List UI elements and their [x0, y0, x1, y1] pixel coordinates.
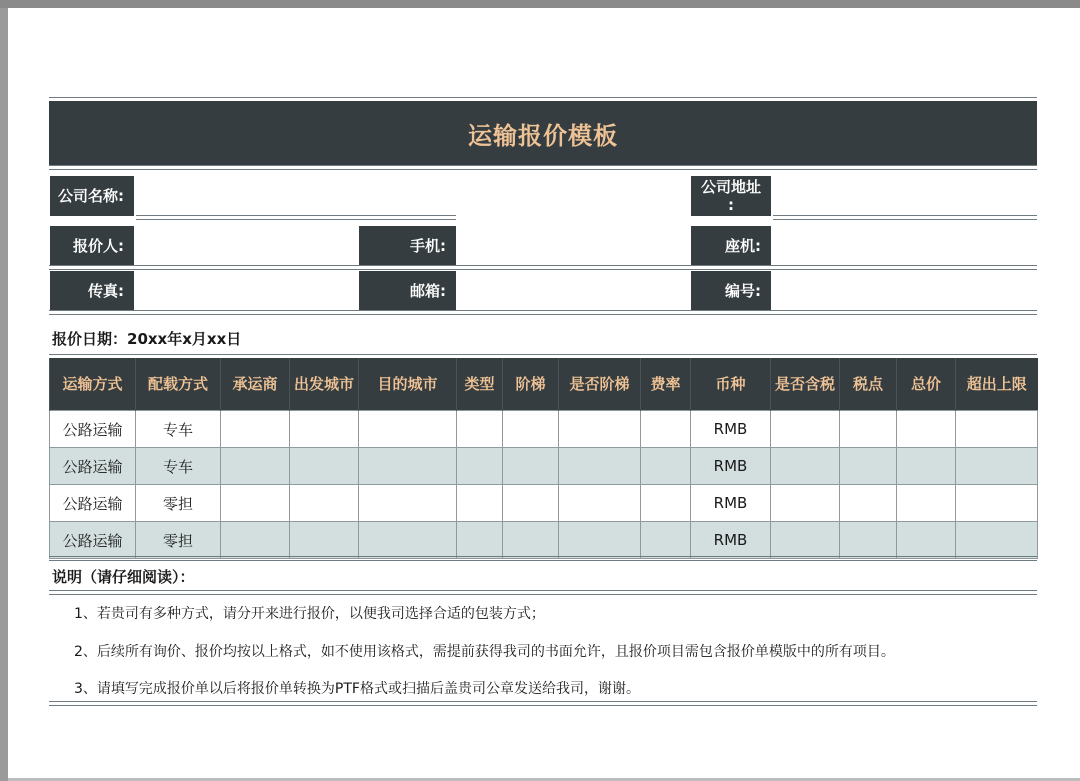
table-cell[interactable]	[559, 522, 641, 559]
column-header: 运输方式	[50, 358, 136, 411]
table-row	[50, 411, 1038, 448]
table-cell[interactable]	[221, 411, 290, 448]
note-item: 3、请填写完成报价单以后将报价单转换为PTF格式或扫描后盖贵司公章发送给我司，谢谢。	[74, 681, 640, 697]
table-cell[interactable]	[641, 448, 691, 485]
column-header: 阶梯	[503, 358, 559, 411]
column-header: 超出上限	[956, 358, 1038, 411]
window-top-edge	[0, 0, 1080, 8]
table-cell[interactable]: 零担	[136, 522, 221, 559]
note-item: 1、若贵司有多种方式，请分开来进行报价，以便我司选择合适的包装方式；	[74, 606, 545, 622]
table-cell[interactable]	[559, 485, 641, 522]
table-cell[interactable]	[457, 411, 503, 448]
column-header: 总价	[897, 358, 956, 411]
column-header: 费率	[641, 358, 691, 411]
notes-top-border	[49, 590, 1037, 595]
table-cell[interactable]	[559, 448, 641, 485]
table-cell[interactable]: RMB	[691, 411, 771, 448]
table-cell[interactable]	[771, 448, 840, 485]
fax-label: 传真:	[50, 271, 134, 311]
email-label: 邮箱:	[359, 271, 456, 311]
table-cell[interactable]: 公路运输	[50, 485, 136, 522]
company-address-label-line2: :	[728, 196, 734, 214]
table-cell[interactable]	[956, 448, 1038, 485]
table-cell[interactable]: 专车	[136, 448, 221, 485]
table-cell[interactable]	[641, 411, 691, 448]
table-cell[interactable]	[641, 522, 691, 559]
mobile-label: 手机:	[359, 226, 456, 266]
table-cell[interactable]	[956, 522, 1038, 559]
table-cell[interactable]	[897, 411, 956, 448]
company-address-field[interactable]	[773, 176, 1037, 216]
company-address-label-line1: 公司地址	[700, 178, 761, 196]
table-cell[interactable]	[457, 522, 503, 559]
table-cell[interactable]: RMB	[691, 448, 771, 485]
column-header: 目的城市	[359, 358, 457, 411]
column-header: 税点	[840, 358, 897, 411]
table-cell[interactable]	[221, 448, 290, 485]
table-cell[interactable]	[457, 485, 503, 522]
table-cell[interactable]	[359, 485, 457, 522]
row1-left-border	[136, 215, 456, 220]
row1-right-border	[773, 215, 1037, 220]
table-header-row	[50, 358, 1038, 411]
table-cell[interactable]	[897, 522, 956, 559]
table-cell[interactable]: 公路运输	[50, 522, 136, 559]
table-cell[interactable]: 专车	[136, 411, 221, 448]
table-cell[interactable]	[290, 448, 359, 485]
window-left-edge	[0, 8, 8, 781]
quote-date: 报价日期：20xx年x月xx日	[52, 330, 242, 348]
table-cell[interactable]	[956, 411, 1038, 448]
column-header: 出发城市	[290, 358, 359, 411]
table-cell[interactable]: 零担	[136, 485, 221, 522]
table-cell[interactable]: RMB	[691, 522, 771, 559]
table-bottom-border	[49, 556, 1037, 561]
quoter-field[interactable]	[136, 226, 358, 266]
table-cell[interactable]	[559, 411, 641, 448]
company-name-field[interactable]	[136, 176, 456, 216]
column-header: 配载方式	[136, 358, 221, 411]
table-cell[interactable]	[840, 485, 897, 522]
quoter-label: 报价人:	[50, 226, 134, 266]
notes-title: 说明（请仔细阅读）：	[52, 568, 195, 586]
table-cell[interactable]	[840, 522, 897, 559]
title-bottom-border	[49, 165, 1037, 170]
fax-field[interactable]	[136, 271, 358, 311]
table-cell[interactable]	[290, 485, 359, 522]
company-address-label	[691, 176, 771, 216]
table-cell[interactable]	[897, 448, 956, 485]
email-field[interactable]	[458, 271, 689, 311]
column-header: 是否含税	[771, 358, 840, 411]
table-cell[interactable]	[503, 448, 559, 485]
table-row	[50, 485, 1038, 522]
table-cell[interactable]	[457, 448, 503, 485]
table-cell[interactable]	[290, 411, 359, 448]
row2-border	[49, 265, 1037, 270]
table-cell[interactable]	[503, 485, 559, 522]
table-cell[interactable]	[290, 522, 359, 559]
table-cell[interactable]: 公路运输	[50, 411, 136, 448]
table-cell[interactable]	[956, 485, 1038, 522]
table-row	[50, 522, 1038, 559]
quote-table	[49, 358, 1038, 559]
table-cell[interactable]	[503, 411, 559, 448]
table-cell[interactable]: RMB	[691, 485, 771, 522]
table-cell[interactable]	[771, 411, 840, 448]
table-cell[interactable]	[641, 485, 691, 522]
column-header: 类型	[457, 358, 503, 411]
table-cell[interactable]	[840, 411, 897, 448]
landline-label: 座机:	[691, 226, 771, 266]
table-cell[interactable]	[503, 522, 559, 559]
number-field[interactable]	[773, 271, 1037, 311]
company-name-label: 公司名称:	[50, 176, 134, 216]
table-cell[interactable]: 公路运输	[50, 448, 136, 485]
document-title: 运输报价模板	[49, 101, 1037, 165]
column-header: 是否阶梯	[559, 358, 641, 411]
number-label: 编号:	[691, 271, 771, 311]
column-header: 承运商	[221, 358, 290, 411]
mobile-field[interactable]	[458, 226, 689, 266]
table-cell[interactable]	[840, 448, 897, 485]
landline-field[interactable]	[773, 226, 1037, 266]
table-row	[50, 448, 1038, 485]
table-cell[interactable]	[897, 485, 956, 522]
table-cell[interactable]	[771, 485, 840, 522]
note-item: 2、后续所有询价、报价均按以上格式，如不使用该格式，需提前获得我司的书面允许，且报价项目需包含报价单模版中的所有项目。	[74, 644, 895, 660]
table-cell[interactable]	[221, 522, 290, 559]
table-cell[interactable]	[359, 411, 457, 448]
column-header: 币种	[691, 358, 771, 411]
notes-bottom-border	[49, 701, 1037, 706]
table-cell[interactable]	[221, 485, 290, 522]
row3-border	[49, 310, 1037, 315]
table-cell[interactable]	[359, 522, 457, 559]
table-cell[interactable]	[771, 522, 840, 559]
table-cell[interactable]	[359, 448, 457, 485]
